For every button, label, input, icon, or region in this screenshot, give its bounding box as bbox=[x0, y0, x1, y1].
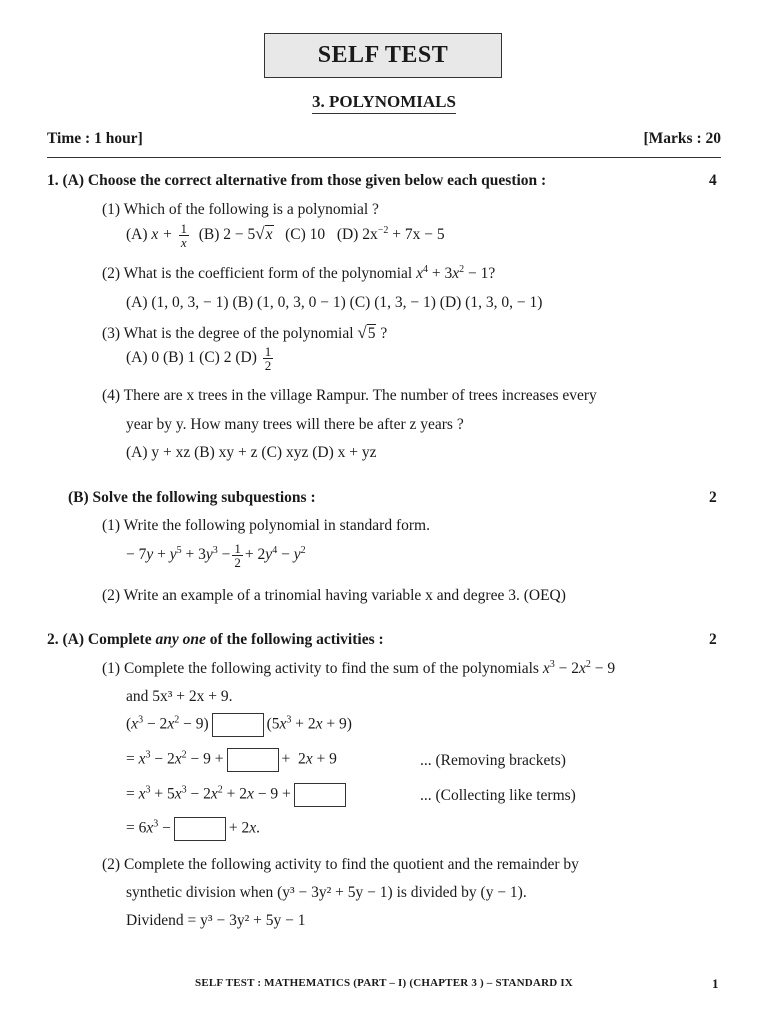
q1a-1-question: (1) Which of the following is a polynomial ? bbox=[102, 201, 379, 218]
q1a-marks: 4 bbox=[709, 172, 717, 189]
blank-term-2[interactable] bbox=[294, 783, 346, 807]
chapter-title: 3. POLYNOMIALS bbox=[312, 92, 456, 114]
q1a-4-line2: year by y. How many trees will there be after z years ? bbox=[126, 416, 464, 433]
q1a-3-question: (3) What is the degree of the polynomial √5 ? bbox=[102, 323, 388, 342]
fraction-half: $\frac{1}{2}$ bbox=[234, 541, 241, 570]
option-b: (B) 2 − 5 bbox=[198, 226, 256, 244]
q2a-heading: 2. (A) Complete any one of the following activities : bbox=[47, 631, 384, 648]
marks-label: [Marks : 20 bbox=[643, 130, 721, 147]
q2a-1-line1: (1) Complete the following activity to find the sum of the polynomials $x^3 - 2x^2 - 9$ bbox=[102, 659, 616, 677]
blank-term-3[interactable] bbox=[174, 817, 226, 841]
q2a-2-dividend: Dividend = y³ − 3y² + 5y − 1 bbox=[126, 912, 306, 929]
activity-step-2: = $x^3 - 2x^2 - 9$ + + 2x + 9 bbox=[126, 748, 337, 772]
q2a-marks: 2 bbox=[709, 631, 717, 648]
option-d: (D) 2x bbox=[336, 226, 378, 244]
sqrt-5: √5 bbox=[357, 323, 376, 342]
option-a-label: (A) bbox=[126, 226, 148, 244]
q1a-1-options: (A) x + $\frac{1}{x}$ (B) 2 − 5√x (C) 10 (D) $2x^{-2} + 7x - 5$ bbox=[126, 221, 445, 250]
fraction-one-over-x: $\frac{1}{x}$ bbox=[180, 221, 187, 250]
q2a-1-line2: and 5x³ + 2x + 9. bbox=[126, 688, 233, 705]
q1b-2-question: (2) Write an example of a trinomial having variable x and degree 3. (OEQ) bbox=[102, 587, 566, 604]
q1b-1-question: (1) Write the following polynomial in standard form. bbox=[102, 517, 430, 534]
fraction-one-half: $\frac{1}{2}$ bbox=[264, 344, 272, 373]
q2a-2-line1: (2) Complete the following activity to find the quotient and the remainder by bbox=[102, 856, 579, 873]
activity-step-4: = $6x^3$ − + 2x. bbox=[126, 817, 260, 841]
q2a-2-line2: synthetic division when (y³ − 3y² + 5y − 1) is divided by (y − 1). bbox=[126, 884, 527, 901]
q1b-1-expression: − $7y + y^5 + 3y^3$ − $\frac{1}{2}$ + $2y^4 - y^2$ bbox=[126, 541, 306, 570]
activity-step-3: = $x^3 + 5x^3 - 2x^2 + 2x - 9$ + bbox=[126, 783, 349, 807]
header-divider bbox=[47, 157, 721, 158]
blank-term-1[interactable] bbox=[227, 748, 279, 772]
note-collecting-terms: ... (Collecting like terms) bbox=[420, 787, 576, 804]
note-removing-brackets: ... (Removing brackets) bbox=[420, 752, 566, 769]
sqrt-x: √x bbox=[255, 224, 273, 244]
option-c: (C) 10 bbox=[285, 226, 326, 244]
page-number: 1 bbox=[712, 976, 719, 991]
q1a-4-options: (A) y + xz (B) xy + z (C) xyz (D) x + yz bbox=[126, 444, 377, 461]
activity-step-1: $(x^3 - 2x^2 - 9) (5x^3 + 2x + 9)$ bbox=[126, 713, 352, 737]
page-footer: SELF TEST : MATHEMATICS (PART – I) (CHAPTER 3 ) – STANDARD IX bbox=[195, 977, 573, 989]
time-label: Time : 1 hour] bbox=[47, 130, 143, 147]
option-a-expr: x + bbox=[151, 226, 173, 244]
q1a-3-options: (A) 0 (B) 1 (C) 2 (D) $\frac{1}{2}$ bbox=[126, 344, 272, 373]
q1b-marks: 2 bbox=[709, 489, 717, 506]
page-title: SELF TEST bbox=[264, 33, 502, 78]
q1a-heading: 1. (A) Choose the correct alternative from those given below each question : bbox=[47, 172, 547, 189]
q1a-4-line1: (4) There are x trees in the village Rampur. The number of trees increases every bbox=[102, 387, 597, 404]
q1b-heading: (B) Solve the following subquestions : bbox=[68, 489, 316, 506]
blank-operator[interactable] bbox=[212, 713, 264, 737]
q1a-2-options: (A) (1, 0, 3, − 1) (B) (1, 0, 3, 0 − 1) (C) (1, 3, − 1) (D) (1, 3, 0, − 1) bbox=[126, 294, 543, 311]
q1a-2-question: (2) What is the coefficient form of the polynomial $x^4 + 3x^2 - 1$? bbox=[102, 264, 496, 282]
